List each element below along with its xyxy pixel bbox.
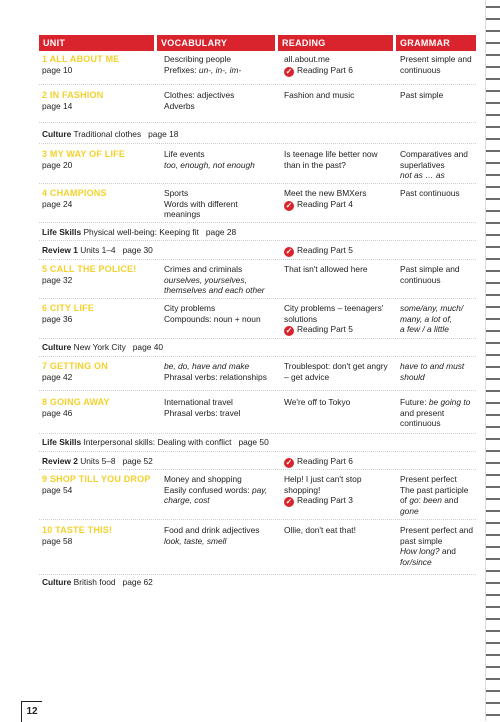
reading-line: Meet the new BMXers — [284, 188, 367, 198]
vocab-line: Food and drink adjectives — [164, 525, 260, 535]
reading-line: Fashion and music — [284, 90, 355, 100]
reading-exam-task: ✓ Reading Part 5 — [285, 324, 353, 336]
row-divider — [39, 433, 476, 434]
unit-3 — [42, 149, 125, 170]
header-grammar: GRAMMAR — [396, 35, 476, 51]
reading-exam-task: ✓ Reading Part 6 — [285, 64, 353, 76]
unit-title: 2 IN FASHION — [42, 90, 104, 100]
unit-1-vocabulary — [164, 54, 241, 75]
row-divider — [39, 338, 476, 339]
review-2-reading: ✓ Reading Part 6 — [285, 456, 353, 467]
grammar-line: Present simple and — [400, 54, 472, 64]
unit-2-reading — [284, 90, 354, 101]
grammar-line: Comparatives and — [400, 149, 468, 159]
row-divider — [39, 222, 476, 223]
reading-line: – get advice — [284, 371, 330, 382]
vocab-line: Words with different — [164, 198, 238, 209]
reading-line: solutions — [284, 313, 318, 324]
check-icon: ✓ — [285, 66, 293, 76]
grammar-line: past simple — [400, 535, 443, 546]
reading-line: Troublespot: don't get angry — [284, 361, 388, 371]
check-icon: ✓ — [285, 326, 293, 336]
unit-4-reading — [284, 188, 366, 211]
unit-7-reading — [284, 361, 388, 382]
header-reading: READING — [278, 35, 393, 51]
header-unit: UNIT — [39, 35, 154, 51]
vocab-line: Describing people — [164, 54, 232, 64]
unit-title: 6 CITY LIFE — [42, 303, 95, 313]
reading-line: That isn't allowed here — [284, 264, 368, 274]
unit-6-reading — [284, 303, 383, 336]
unit-page: page 14 — [42, 100, 73, 111]
unit-title: 7 GETTING ON — [42, 361, 108, 371]
check-icon: ✓ — [285, 247, 293, 256]
unit-9-vocabulary — [164, 474, 267, 506]
unit-page: page 42 — [42, 371, 73, 382]
grammar-line: continuous — [400, 274, 441, 285]
unit-9-reading — [284, 474, 361, 507]
grammar-line: many, a lot of, — [400, 313, 452, 324]
unit-4-grammar — [400, 188, 460, 199]
reading-line: than in the past? — [284, 159, 346, 170]
unit-10-vocabulary — [164, 525, 259, 546]
check-icon: ✓ — [285, 200, 293, 210]
grammar-line: Past simple — [400, 90, 444, 100]
row-divider — [39, 519, 476, 520]
unit-4-vocabulary — [164, 188, 238, 220]
vocab-line: Clothes: adjectives — [164, 90, 235, 100]
vocab-line: Easily confused words: pay, — [164, 484, 268, 495]
unit-7 — [42, 361, 108, 382]
reading-line: City problems – teenagers' — [284, 303, 384, 313]
unit-2 — [42, 90, 103, 111]
row-divider — [39, 298, 476, 299]
unit-5-reading — [284, 264, 368, 275]
vocab-line: Compounds: noun + noun — [164, 313, 261, 324]
unit-10-reading — [284, 525, 356, 536]
unit-2-vocabulary — [164, 90, 234, 111]
vocab-line: Prefixes: un-, in-, im- — [164, 64, 242, 75]
life-skills-row: Life Skills Interpersonal skills: Dealing with conflict page 50 — [42, 437, 269, 447]
vocab-line: too, enough, not enough — [164, 159, 255, 170]
vocab-line: charge, cost — [164, 495, 210, 506]
unit-2-grammar — [400, 90, 443, 101]
vocab-line: City problems — [164, 303, 216, 313]
unit-page: page 20 — [42, 159, 73, 170]
vocab-line: look, taste, smell — [164, 535, 227, 546]
unit-9-grammar — [400, 474, 468, 516]
row-divider — [39, 356, 476, 357]
reading-exam-task: ✓ Reading Part 4 — [285, 198, 353, 210]
vocab-line: Crimes and criminals — [164, 264, 243, 274]
life-skills-row: Life Skills Physical well-being: Keeping fit page 28 — [42, 227, 237, 237]
culture-row: Culture Traditional clothes page 18 — [42, 129, 179, 139]
unit-title: 5 CALL THE POLICE! — [42, 264, 137, 274]
grammar-line: for/since — [400, 556, 432, 567]
reading-line: Ollie, don't eat that! — [284, 525, 356, 535]
review-row: Review 1 Units 1–4 page 30 — [42, 245, 153, 255]
review-row: Review 2 Units 5–8 page 52 — [42, 456, 153, 466]
grammar-line: have to and must — [400, 361, 465, 371]
unit-5-grammar — [400, 264, 460, 285]
unit-title: 8 GOING AWAY — [42, 397, 110, 407]
row-divider — [39, 259, 476, 260]
vocab-line: International travel — [164, 397, 233, 407]
unit-8 — [42, 397, 110, 418]
grammar-line: Past continuous — [400, 188, 460, 198]
row-divider — [39, 143, 476, 144]
unit-page: page 54 — [42, 484, 73, 495]
grammar-line: Future: be going to — [400, 397, 471, 407]
row-divider — [39, 122, 476, 123]
grammar-line: gone — [400, 505, 419, 516]
vocab-line: Life events — [164, 149, 205, 159]
grammar-line: of go: been and — [400, 495, 459, 506]
vocab-line: Phrasal verbs: travel — [164, 407, 241, 418]
row-divider — [39, 451, 476, 452]
unit-5-vocabulary — [164, 264, 265, 296]
unit-title: 10 TASTE THIS! — [42, 525, 113, 535]
unit-7-vocabulary — [164, 361, 267, 382]
unit-page: page 10 — [42, 64, 73, 75]
check-icon: ✓ — [285, 458, 293, 467]
grammar-line: superlatives — [400, 159, 445, 170]
vocab-line: Sports — [164, 188, 189, 198]
unit-6-vocabulary — [164, 303, 261, 324]
row-divider — [39, 390, 476, 391]
grammar-line: should — [400, 371, 425, 382]
unit-page: page 24 — [42, 198, 73, 209]
unit-1 — [42, 54, 119, 75]
unit-3-grammar — [400, 149, 468, 181]
grammar-line: a few / a little — [400, 324, 449, 335]
unit-8-reading — [284, 397, 350, 408]
reading-line: Is teenage life better now — [284, 149, 378, 159]
unit-title: 9 SHOP TILL YOU DROP — [42, 474, 151, 484]
vocab-line: Adverbs — [164, 100, 195, 111]
unit-6-grammar — [400, 303, 463, 335]
vocab-line: meanings — [164, 209, 201, 220]
unit-3-vocabulary — [164, 149, 255, 170]
grammar-line: some/any, much/ — [400, 303, 464, 313]
unit-title: 1 ALL ABOUT ME — [42, 54, 120, 64]
vocab-line: Phrasal verbs: relationships — [164, 371, 267, 382]
grammar-line: The past participle — [400, 484, 469, 495]
grammar-line: continuous — [400, 64, 441, 75]
unit-6 — [42, 303, 94, 324]
vocab-line: be, do, have and make — [164, 361, 250, 371]
vocab-line: Money and shopping — [164, 474, 242, 484]
unit-10-grammar — [400, 525, 473, 567]
grammar-line: Present perfect — [400, 474, 457, 484]
unit-8-vocabulary — [164, 397, 240, 418]
grammar-line: Past simple and — [400, 264, 460, 274]
grammar-line: not as … as — [400, 170, 445, 181]
culture-row: Culture British food page 62 — [42, 577, 153, 587]
unit-page: page 46 — [42, 407, 73, 418]
review-1-reading: ✓ Reading Part 5 — [285, 245, 353, 256]
unit-10 — [42, 525, 112, 546]
unit-3-reading — [284, 149, 378, 170]
unit-title: 4 CHAMPIONS — [42, 188, 107, 198]
row-divider — [39, 183, 476, 184]
vocab-line: themselves and each other — [164, 285, 265, 296]
unit-page: page 32 — [42, 274, 73, 285]
grammar-line: Present perfect and — [400, 525, 474, 535]
culture-row: Culture New York City page 40 — [42, 342, 164, 352]
reading-line: all.about.me — [284, 54, 330, 64]
unit-page: page 58 — [42, 535, 73, 546]
row-divider — [39, 574, 476, 575]
unit-5 — [42, 264, 136, 285]
check-icon: ✓ — [285, 497, 293, 507]
reading-line: shopping! — [284, 484, 321, 495]
reading-exam-task: ✓ Reading Part 3 — [285, 495, 353, 507]
unit-1-grammar — [400, 54, 472, 75]
row-divider — [39, 469, 476, 470]
vocab-line: ourselves, yourselves, — [164, 274, 247, 285]
row-divider — [39, 84, 476, 85]
reading-line: Help! I just can't stop — [284, 474, 362, 484]
reading-line: We're off to Tokyo — [284, 397, 351, 407]
grammar-line: and present — [400, 407, 445, 418]
unit-7-grammar — [400, 361, 464, 382]
unit-title: 3 MY WAY OF LIFE — [42, 149, 126, 159]
unit-page: page 36 — [42, 313, 73, 324]
unit-4 — [42, 188, 107, 209]
unit-8-grammar — [400, 397, 470, 429]
grammar-line: continuous — [400, 418, 441, 429]
unit-9 — [42, 474, 151, 495]
spiral-binding — [485, 0, 500, 721]
header-vocabulary: VOCABULARY — [157, 35, 275, 51]
page-number: 12 — [21, 701, 42, 722]
unit-1-reading — [284, 54, 353, 77]
grammar-line: How long? and — [400, 546, 456, 557]
row-divider — [39, 240, 476, 241]
